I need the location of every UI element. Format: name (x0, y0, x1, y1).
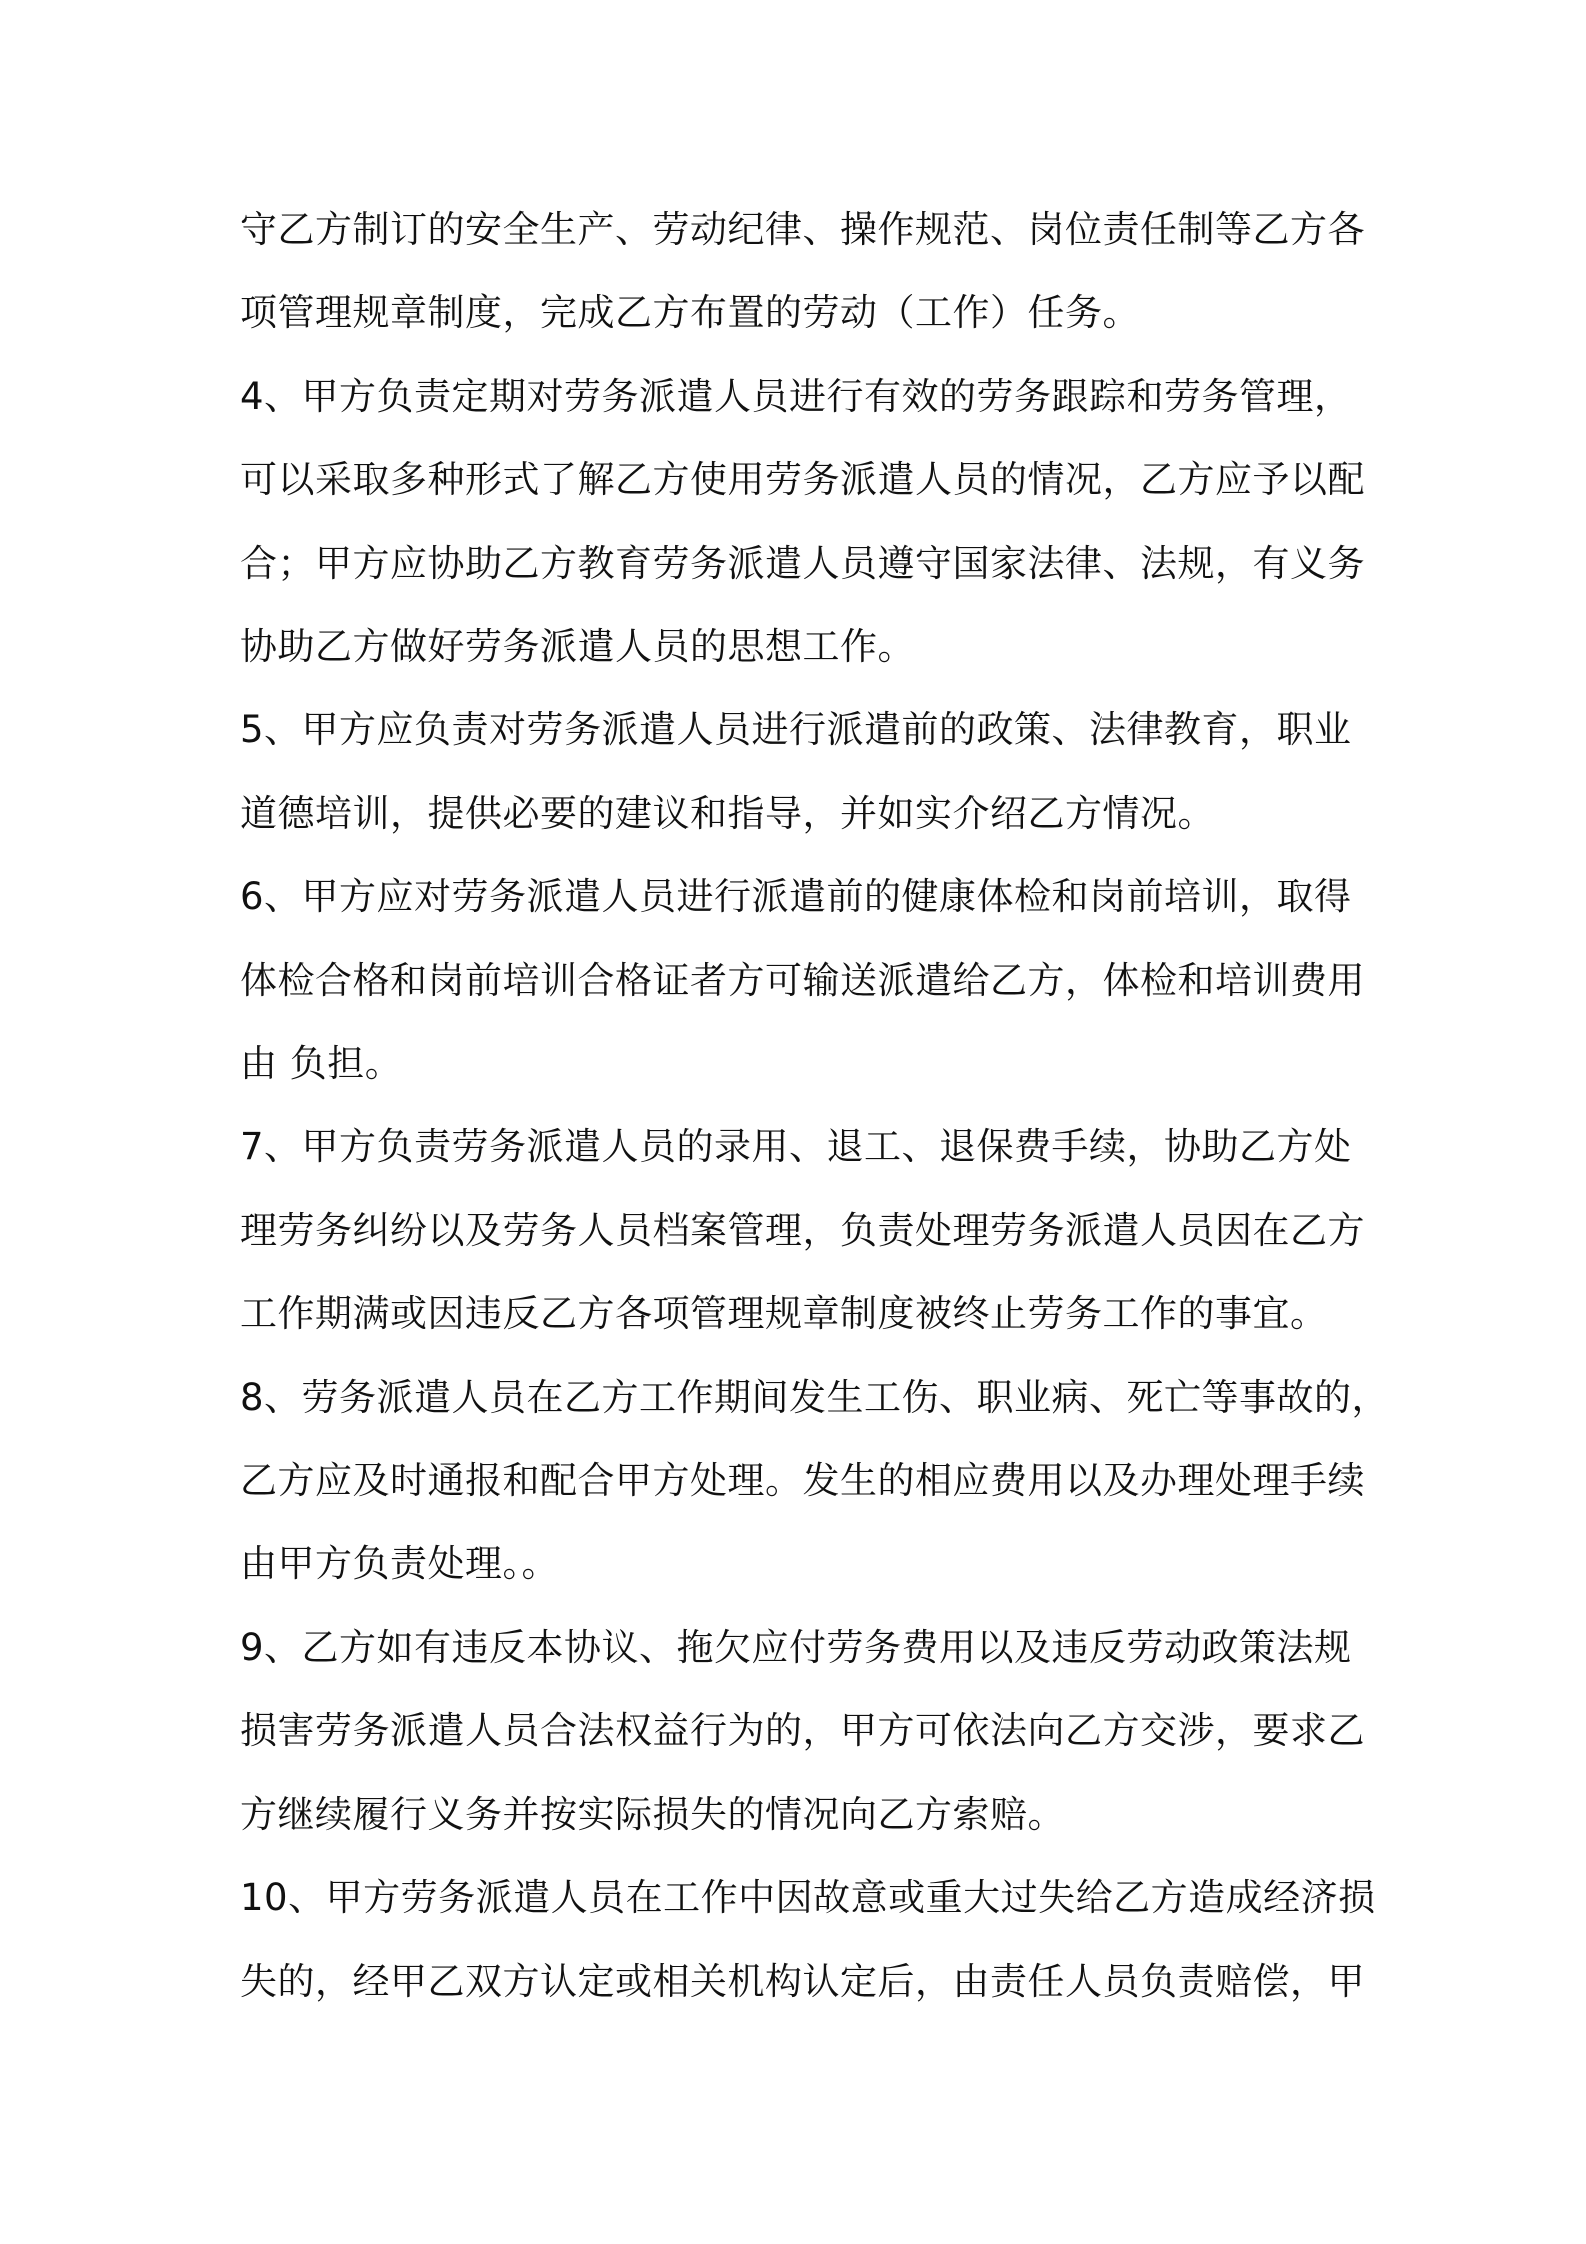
text-line: 体检合格和岗前培训合格证者方可输送派遣给乙方，体检和培训费用 (240, 959, 1365, 1002)
text-line: 10、甲方劳务派遣人员在工作中因故意或重大过失给乙方造成经济损 (240, 1876, 1376, 1919)
text-line: 项管理规章制度，完成乙方布置的劳动（工作）任务。 (240, 291, 1140, 334)
text-line: 8、劳务派遣人员在乙方工作期间发生工伤、职业病、死亡等事故的， (240, 1376, 1390, 1419)
text-line: 6、甲方应对劳务派遣人员进行派遣前的健康体检和岗前培训，取得 (240, 875, 1352, 918)
text-line: 合；甲方应协助乙方教育劳务派遣人员遵守国家法律、法规，有义务 (240, 542, 1365, 585)
text-line: 9、乙方如有违反本协议、拖欠应付劳务费用以及违反劳动政策法规 (240, 1626, 1352, 1669)
text-line: 损害劳务派遣人员合法权益行为的，甲方可依法向乙方交涉，要求乙 (240, 1709, 1365, 1752)
text-line: 理劳务纠纷以及劳务人员档案管理，负责处理劳务派遣人员因在乙方 (240, 1209, 1365, 1252)
text-line: 7、甲方负责劳务派遣人员的录用、退工、退保费手续，协助乙方处 (240, 1125, 1352, 1168)
text-line: 由甲方负责处理。。 (240, 1542, 559, 1585)
text-line: 协助乙方做好劳务派遣人员的思想工作。 (240, 625, 915, 668)
text-line: 由 负担。 (240, 1042, 403, 1085)
text-line: 道德培训，提供必要的建议和指导，并如实介绍乙方情况。 (240, 792, 1215, 835)
text-line: 5、甲方应负责对劳务派遣人员进行派遣前的政策、法律教育，职业 (240, 708, 1352, 751)
text-line: 工作期满或因违反乙方各项管理规章制度被终止劳务工作的事宜。 (240, 1292, 1328, 1335)
text-line: 失的，经甲乙双方认定或相关机构认定后，由责任人员负责赔偿，甲 (240, 1960, 1365, 2003)
text-line: 可以采取多种形式了解乙方使用劳务派遣人员的情况，乙方应予以配 (240, 458, 1365, 501)
text-line: 4、甲方负责定期对劳务派遣人员进行有效的劳务跟踪和劳务管理， (240, 375, 1352, 418)
text-line: 乙方应及时通报和配合甲方处理。发生的相应费用以及办理处理手续 (240, 1459, 1365, 1502)
text-line: 方继续履行义务并按实际损失的情况向乙方索赔。 (240, 1793, 1065, 1836)
text-line: 守乙方制订的安全生产、劳动纪律、操作规范、岗位责任制等乙方各 (240, 208, 1365, 251)
